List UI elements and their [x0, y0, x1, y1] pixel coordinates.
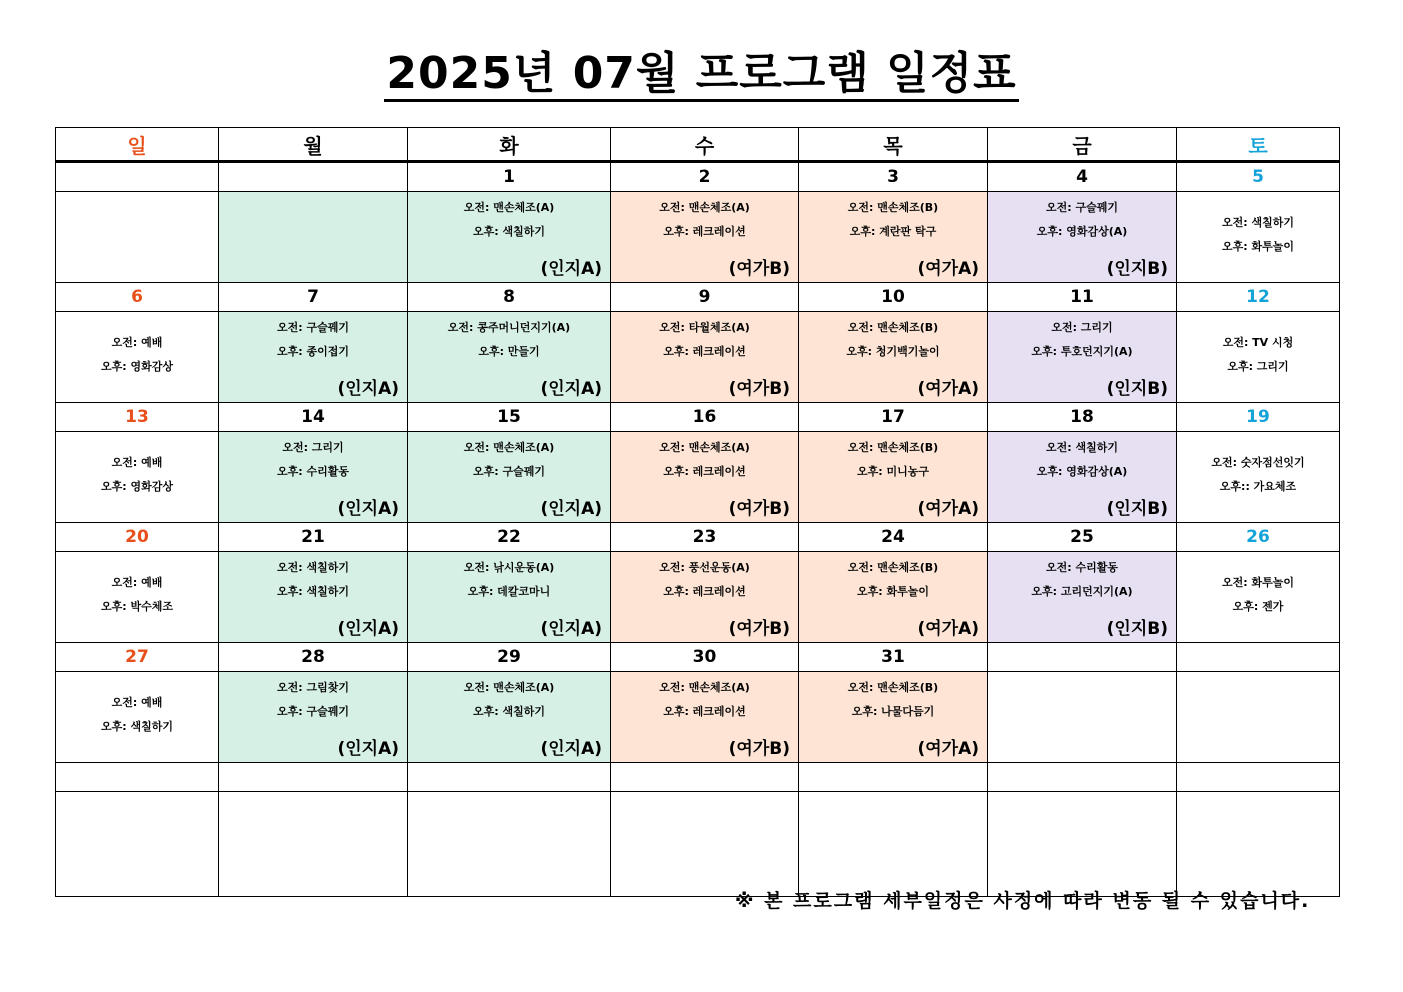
schedule-cell — [56, 312, 219, 403]
date-number: 20 — [56, 523, 219, 552]
date-row — [56, 162, 1340, 192]
date-row — [56, 523, 1340, 552]
category-tag: (인지A) — [540, 259, 602, 279]
morning-program: 오전: 콩주머니던지기(A) — [447, 321, 571, 334]
morning-program: 오전: 맨손체조(B) — [847, 201, 939, 214]
morning-program: 오전: 수리활동 — [1046, 561, 1118, 574]
schedule-cell — [56, 432, 219, 523]
morning-program: 오전: 낚시운동(A) — [463, 561, 555, 574]
morning-program: 오전: 예배 — [111, 336, 163, 349]
morning-program: 오전: 그리기 — [1051, 321, 1113, 334]
schedule-cell — [799, 552, 988, 643]
afternoon-program: 오후: 고리던지기(A) — [1031, 585, 1133, 598]
schedule-cell — [408, 552, 611, 643]
afternoon-program: 오후: 영화감상(A) — [1036, 225, 1128, 238]
schedule-row — [56, 672, 1340, 763]
date-number — [988, 643, 1177, 672]
morning-program: 오전: 숫자점선잇기 — [1211, 456, 1305, 469]
category-tag: (인지B) — [1106, 379, 1168, 399]
schedule-row — [56, 792, 1340, 897]
date-number: 17 — [799, 403, 988, 432]
page-title — [0, 44, 1403, 104]
schedule-cell — [799, 192, 988, 283]
schedule-cell — [611, 432, 799, 523]
schedule-cell — [799, 672, 988, 763]
morning-program: 오전: 맨손체조(A) — [463, 201, 555, 214]
category-tag: (여가A) — [917, 499, 979, 519]
schedule-cell — [1177, 192, 1340, 283]
category-tag: (여가A) — [917, 619, 979, 639]
afternoon-program: 오후: 영화감상 — [101, 360, 173, 373]
schedule-row — [56, 312, 1340, 403]
weekday-header-row — [56, 128, 1340, 162]
date-number: 13 — [56, 403, 219, 432]
schedule-cell — [219, 312, 408, 403]
date-number: 4 — [988, 162, 1177, 192]
calendar-table — [55, 127, 1340, 897]
schedule-cell — [219, 672, 408, 763]
category-tag: (여가B) — [728, 619, 790, 639]
category-tag: (인지A) — [540, 499, 602, 519]
schedule-cell — [611, 312, 799, 403]
schedule-cell — [408, 792, 611, 897]
date-number: 6 — [56, 283, 219, 312]
date-number: 9 — [611, 283, 799, 312]
date-number: 22 — [408, 523, 611, 552]
afternoon-program: 오후: 레크레이션 — [663, 345, 746, 358]
morning-program: 오전: 타월체조(A) — [659, 321, 750, 334]
morning-program: 오전: 화투놀이 — [1222, 576, 1294, 589]
date-number: 29 — [408, 643, 611, 672]
morning-program: 오전: 맨손체조(A) — [463, 681, 555, 694]
date-number: 11 — [988, 283, 1177, 312]
date-number: 2 — [611, 162, 799, 192]
schedule-cell — [408, 672, 611, 763]
schedule-cell — [1177, 672, 1340, 763]
date-number — [611, 763, 799, 792]
category-tag: (여가A) — [917, 259, 979, 279]
date-number: 23 — [611, 523, 799, 552]
morning-program: 오전: 예배 — [111, 576, 163, 589]
date-number — [56, 162, 219, 192]
weekday-fri: 금 — [988, 128, 1177, 162]
schedule-cell — [988, 672, 1177, 763]
date-number: 26 — [1177, 523, 1340, 552]
date-number: 21 — [219, 523, 408, 552]
afternoon-program: 오후: 레크레이션 — [663, 225, 746, 238]
date-number: 18 — [988, 403, 1177, 432]
morning-program: 오전: 색칠하기 — [1046, 441, 1118, 454]
date-number: 14 — [219, 403, 408, 432]
afternoon-program: 오후: 구슬꿰기 — [277, 705, 349, 718]
afternoon-program: 오후: 레크레이션 — [663, 465, 746, 478]
date-number: 28 — [219, 643, 408, 672]
afternoon-program: 오후: 영화감상 — [101, 480, 173, 493]
category-tag: (여가A) — [917, 379, 979, 399]
schedule-cell — [219, 552, 408, 643]
category-tag: (인지A) — [337, 739, 399, 759]
morning-program: 오전: 예배 — [111, 696, 163, 709]
date-number: 16 — [611, 403, 799, 432]
date-number: 25 — [988, 523, 1177, 552]
schedule-row — [56, 432, 1340, 523]
date-row — [56, 643, 1340, 672]
schedule-cell — [799, 792, 988, 897]
schedule-cell — [611, 672, 799, 763]
category-tag: (인지A) — [540, 619, 602, 639]
date-number: 1 — [408, 162, 611, 192]
schedule-cell — [408, 312, 611, 403]
schedule-cell — [988, 792, 1177, 897]
date-row — [56, 283, 1340, 312]
afternoon-program: 오후: 만들기 — [478, 345, 540, 358]
afternoon-program: 오후: 색칠하기 — [473, 705, 545, 718]
date-number — [799, 763, 988, 792]
schedule-cell — [988, 552, 1177, 643]
date-number: 30 — [611, 643, 799, 672]
date-row — [56, 763, 1340, 792]
date-number — [408, 763, 611, 792]
weekday-mon: 월 — [219, 128, 408, 162]
schedule-cell — [219, 192, 408, 283]
weekday-wed: 수 — [611, 128, 799, 162]
afternoon-program: 오후: 박수체조 — [101, 600, 173, 613]
category-tag: (인지A) — [540, 739, 602, 759]
afternoon-program: 오후: 종이접기 — [277, 345, 349, 358]
schedule-cell — [219, 792, 408, 897]
morning-program: 오전: 맨손체조(A) — [659, 681, 750, 694]
afternoon-program: 오후: 나물다듬기 — [851, 705, 935, 718]
morning-program: 오전: 풍선운동(A) — [659, 561, 750, 574]
afternoon-program: 오후: 화투놀이 — [1222, 240, 1294, 253]
morning-program: 오전: 색칠하기 — [1222, 216, 1294, 229]
schedule-cell — [56, 792, 219, 897]
date-number: 15 — [408, 403, 611, 432]
date-number: 5 — [1177, 162, 1340, 192]
afternoon-program: 오후: 투호던지기(A) — [1031, 345, 1133, 358]
category-tag: (인지A) — [337, 499, 399, 519]
date-number: 10 — [799, 283, 988, 312]
morning-program: 오전: 색칠하기 — [277, 561, 349, 574]
date-number: 8 — [408, 283, 611, 312]
schedule-cell — [408, 432, 611, 523]
date-number — [1177, 643, 1340, 672]
date-number: 7 — [219, 283, 408, 312]
category-tag: (여가B) — [728, 499, 790, 519]
date-number — [988, 763, 1177, 792]
schedule-cell — [56, 672, 219, 763]
schedule-cell — [1177, 312, 1340, 403]
schedule-cell — [56, 552, 219, 643]
date-number — [1177, 763, 1340, 792]
afternoon-program: 오후: 색칠하기 — [277, 585, 349, 598]
morning-program: 오전: 예배 — [111, 456, 163, 469]
schedule-cell — [988, 192, 1177, 283]
category-tag: (인지A) — [337, 379, 399, 399]
category-tag: (인지B) — [1106, 619, 1168, 639]
afternoon-program: 오후: 수리활동 — [277, 465, 349, 478]
afternoon-program: 오후: 레크레이션 — [663, 585, 746, 598]
date-number: 19 — [1177, 403, 1340, 432]
morning-program: 오전: 맨손체조(B) — [847, 561, 939, 574]
schedule-cell — [611, 552, 799, 643]
afternoon-program: 오후: 영화감상(A) — [1036, 465, 1128, 478]
weekday-thu: 목 — [799, 128, 988, 162]
afternoon-program: 오후: 색칠하기 — [473, 225, 545, 238]
schedule-row — [56, 192, 1340, 283]
schedule-cell — [219, 432, 408, 523]
schedule-cell — [56, 192, 219, 283]
date-number: 24 — [799, 523, 988, 552]
morning-program: 오전: 맨손체조(B) — [847, 321, 939, 334]
weekday-sun: 일 — [56, 128, 219, 162]
calendar-body — [56, 162, 1340, 897]
weekday-tue: 화 — [408, 128, 611, 162]
schedule-cell — [988, 312, 1177, 403]
morning-program: 오전: 구슬꿰기 — [277, 321, 349, 334]
afternoon-program: 오후: 데칼코마니 — [467, 585, 551, 598]
date-number — [219, 162, 408, 192]
morning-program: 오전: 맨손체조(A) — [463, 441, 555, 454]
date-number: 3 — [799, 162, 988, 192]
category-tag: (여가B) — [728, 259, 790, 279]
schedule-cell — [1177, 432, 1340, 523]
schedule-cell — [611, 192, 799, 283]
schedule-cell — [1177, 552, 1340, 643]
date-number: 31 — [799, 643, 988, 672]
morning-program: 오전: 구슬꿰기 — [1046, 201, 1118, 214]
afternoon-program: 오후: 그리기 — [1227, 360, 1289, 373]
footer-note: ※ 본 프로그램 세부일정은 사정에 따라 변동 될 수 있습니다. — [735, 890, 1311, 912]
category-tag: (인지B) — [1106, 259, 1168, 279]
date-number — [56, 763, 219, 792]
category-tag: (인지A) — [337, 619, 399, 639]
date-number: 12 — [1177, 283, 1340, 312]
weekday-sat: 토 — [1177, 128, 1340, 162]
category-tag: (인지A) — [540, 379, 602, 399]
afternoon-program: 오후: 레크레이션 — [663, 705, 746, 718]
afternoon-program: 오후: 색칠하기 — [101, 720, 173, 733]
afternoon-program: 오후: 구슬꿰기 — [473, 465, 545, 478]
morning-program: 오전: 맨손체조(A) — [659, 201, 750, 214]
schedule-cell — [611, 792, 799, 897]
schedule-cell — [988, 432, 1177, 523]
schedule-cell — [799, 432, 988, 523]
afternoon-program: 오후: 화투놀이 — [857, 585, 929, 598]
page-title-text: 2025년 07월 프로그램 일정표 — [384, 48, 1018, 102]
category-tag: (여가B) — [728, 739, 790, 759]
date-row — [56, 403, 1340, 432]
category-tag: (여가A) — [917, 739, 979, 759]
afternoon-program: 오후: 청기백기놀이 — [846, 345, 940, 358]
afternoon-program: 오후: 계란판 탁구 — [849, 225, 937, 238]
date-number — [219, 763, 408, 792]
morning-program: 오전: TV 시청 — [1222, 336, 1294, 349]
category-tag: (여가B) — [728, 379, 790, 399]
schedule-row — [56, 552, 1340, 643]
category-tag: (인지B) — [1106, 499, 1168, 519]
morning-program: 오전: 맨손체조(A) — [659, 441, 750, 454]
morning-program: 오전: 맨손체조(B) — [847, 441, 939, 454]
date-number: 27 — [56, 643, 219, 672]
morning-program: 오전: 그림찾기 — [277, 681, 349, 694]
schedule-cell — [799, 312, 988, 403]
schedule-cell — [408, 192, 611, 283]
afternoon-program: 오후: 미니농구 — [857, 465, 929, 478]
morning-program: 오전: 그리기 — [282, 441, 344, 454]
afternoon-program: 오후: 젠가 — [1232, 600, 1284, 613]
schedule-cell — [1177, 792, 1340, 897]
morning-program: 오전: 맨손체조(B) — [847, 681, 939, 694]
afternoon-program: 오후:: 가요체조 — [1219, 480, 1297, 493]
